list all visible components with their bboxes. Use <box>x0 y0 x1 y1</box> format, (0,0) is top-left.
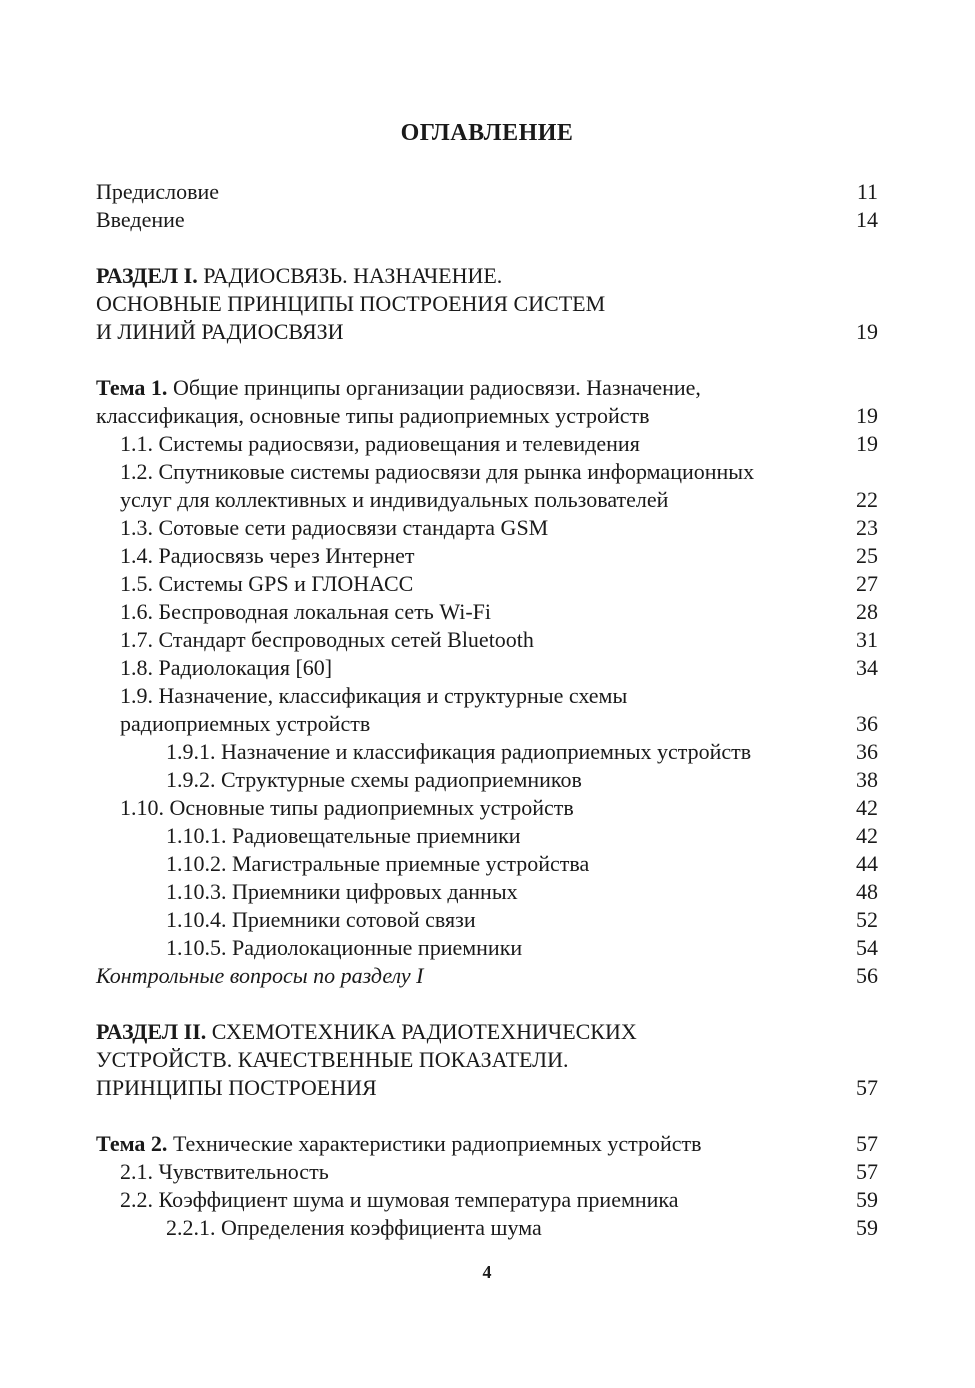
toc-entry <box>96 1158 878 1186</box>
toc-entry-page: 14 <box>856 207 878 232</box>
toc-entry-page: 57 <box>856 1131 878 1156</box>
toc-entry-page: 19 <box>856 319 878 344</box>
toc-entry-text <box>96 1018 637 1046</box>
toc-entry-page: 42 <box>856 823 878 848</box>
toc-entry-text: радиоприемных устройств <box>120 711 371 736</box>
toc-entry-text <box>96 374 701 402</box>
toc-section-heading <box>96 1018 878 1046</box>
toc-entry-page: 57 <box>856 1075 878 1100</box>
toc-entry-text: 1.10.4. Приемники сотовой связи <box>166 907 476 932</box>
toc-section-heading <box>96 262 878 290</box>
toc-entry-page: 11 <box>856 179 878 204</box>
toc-entry <box>96 206 878 234</box>
toc-entry-text: 2.2.1. Определения коэффициента шума <box>166 1215 542 1240</box>
toc-subentry <box>96 850 878 878</box>
topic-label: Тема 2. <box>96 1131 168 1156</box>
toc-entry-page: 19 <box>856 431 878 456</box>
toc-subentry <box>96 822 878 850</box>
toc-entry-text: 1.10.1. Радиовещательные приемники <box>166 823 521 848</box>
toc-entry <box>96 178 878 206</box>
toc-entry-text: ПРИНЦИПЫ ПОСТРОЕНИЯ <box>96 1075 377 1100</box>
toc-entry-page: 28 <box>856 599 878 624</box>
table-of-contents <box>96 178 878 1242</box>
toc-entry-page: 36 <box>856 739 878 764</box>
section-label: РАЗДЕЛ I. <box>96 263 198 288</box>
toc-entry-text: 1.3. Сотовые сети радиосвязи стандарта GSM <box>120 515 549 540</box>
toc-subentry <box>96 934 878 962</box>
topic-label: Тема 1. <box>96 375 168 400</box>
toc-section-heading <box>96 318 878 346</box>
toc-entry-page: 59 <box>856 1215 878 1240</box>
toc-entry-text: 2.1. Чувствительность <box>120 1159 329 1184</box>
toc-entry-text: 1.2. Спутниковые системы радиосвязи для рынка информационных <box>120 459 755 484</box>
toc-subentry <box>96 738 878 766</box>
toc-entry <box>96 486 878 514</box>
toc-entry-text: 1.6. Беспроводная локальная сеть Wi-Fi <box>120 599 492 624</box>
toc-topic-heading <box>96 374 878 402</box>
toc-entry-page: 38 <box>856 767 878 792</box>
topic-title: Технические характеристики радиоприемных устройств <box>167 1131 702 1156</box>
toc-entry-text: Введение <box>96 207 185 232</box>
toc-entry <box>96 1186 878 1214</box>
toc-entry <box>96 514 878 542</box>
section-label: РАЗДЕЛ II. <box>96 1019 207 1044</box>
toc-entry-text: 1.10.2. Магистральные приемные устройства <box>166 851 590 876</box>
toc-entry <box>96 710 878 738</box>
toc-entry <box>96 794 878 822</box>
toc-entry-page: 25 <box>856 543 878 568</box>
toc-entry <box>96 682 878 710</box>
toc-entry-text: 1.1. Системы радиосвязи, радиовещания и телевидения <box>120 431 640 456</box>
toc-entry-page: 23 <box>856 515 878 540</box>
toc-entry-text <box>96 1130 702 1158</box>
toc-entry-text: 1.10.5. Радиолокационные приемники <box>166 935 523 960</box>
toc-subentry <box>96 766 878 794</box>
toc-entry <box>96 458 878 486</box>
toc-entry-text: услуг для коллективных и индивидуальных пользователей <box>120 487 669 512</box>
section-title: РАДИОСВЯЗЬ. НАЗНАЧЕНИЕ. <box>197 263 503 288</box>
toc-review-questions <box>96 962 878 990</box>
toc-entry-page: 44 <box>856 851 878 876</box>
topic-title: Общие принципы организации радиосвязи. Назначение, <box>167 375 701 400</box>
toc-entry-text: 1.7. Стандарт беспроводных сетей Bluetooth <box>120 627 534 652</box>
toc-entry-page: 42 <box>856 795 878 820</box>
page-number: 4 <box>482 1262 492 1282</box>
page-title: ОГЛАВЛЕНИЕ <box>400 120 574 146</box>
toc-entry-page: 22 <box>856 487 878 512</box>
toc-entry-text: Контрольные вопросы по разделу I <box>96 963 424 988</box>
toc-subentry <box>96 878 878 906</box>
toc-entry-text: ОСНОВНЫЕ ПРИНЦИПЫ ПОСТРОЕНИЯ СИСТЕМ <box>96 291 606 316</box>
toc-entry <box>96 542 878 570</box>
toc-subentry <box>96 1214 878 1242</box>
toc-entry-page: 54 <box>856 935 878 960</box>
toc-entry-page: 57 <box>856 1159 878 1184</box>
toc-section-heading <box>96 1046 878 1074</box>
toc-entry <box>96 598 878 626</box>
toc-entry-text: 1.5. Системы GPS и ГЛОНАСС <box>120 571 414 596</box>
toc-entry-page: 27 <box>856 571 878 596</box>
toc-entry <box>96 654 878 682</box>
toc-entry-text: 1.10.3. Приемники цифровых данных <box>166 879 518 904</box>
toc-entry-text: 1.9.1. Назначение и классификация радиоприемных устройств <box>166 739 752 764</box>
section-title: СХЕМОТЕХНИКА РАДИОТЕХНИЧЕСКИХ <box>206 1019 637 1044</box>
toc-entry-page: 34 <box>856 655 878 680</box>
toc-topic-heading <box>96 402 878 430</box>
toc-entry-text: 1.9. Назначение, классификация и структурные схемы <box>120 683 628 708</box>
toc-entry-text: Предисловие <box>96 179 219 204</box>
toc-entry-text: И ЛИНИЙ РАДИОСВЯЗИ <box>96 319 344 344</box>
toc-entry-page: 59 <box>856 1187 878 1212</box>
toc-section-heading <box>96 290 878 318</box>
toc-entry-text: УСТРОЙСТВ. КАЧЕСТВЕННЫЕ ПОКАЗАТЕЛИ. <box>96 1047 569 1072</box>
toc-entry-text <box>96 262 502 290</box>
toc-entry-page: 52 <box>856 907 878 932</box>
toc-entry <box>96 626 878 654</box>
toc-section-heading <box>96 1074 878 1102</box>
toc-entry <box>96 430 878 458</box>
toc-entry-page: 36 <box>856 711 878 736</box>
toc-subentry <box>96 906 878 934</box>
toc-entry-page: 31 <box>856 627 878 652</box>
toc-entry-page: 48 <box>856 879 878 904</box>
toc-entry-text: 1.10. Основные типы радиоприемных устройств <box>120 795 574 820</box>
toc-entry-text: классификация, основные типы радиоприемных устройств <box>96 403 650 428</box>
toc-entry-page: 19 <box>856 403 878 428</box>
toc-entry-page: 56 <box>856 963 878 988</box>
toc-entry-text: 1.8. Радиолокация [60] <box>120 655 333 680</box>
toc-entry-text: 1.4. Радиосвязь через Интернет <box>120 543 415 568</box>
toc-entry-text: 1.9.2. Структурные схемы радиоприемников <box>166 767 582 792</box>
toc-entry <box>96 570 878 598</box>
document-page <box>96 0 878 1388</box>
toc-topic-heading <box>96 1130 878 1158</box>
toc-entry-text: 2.2. Коэффициент шума и шумовая температура приемника <box>120 1187 679 1212</box>
